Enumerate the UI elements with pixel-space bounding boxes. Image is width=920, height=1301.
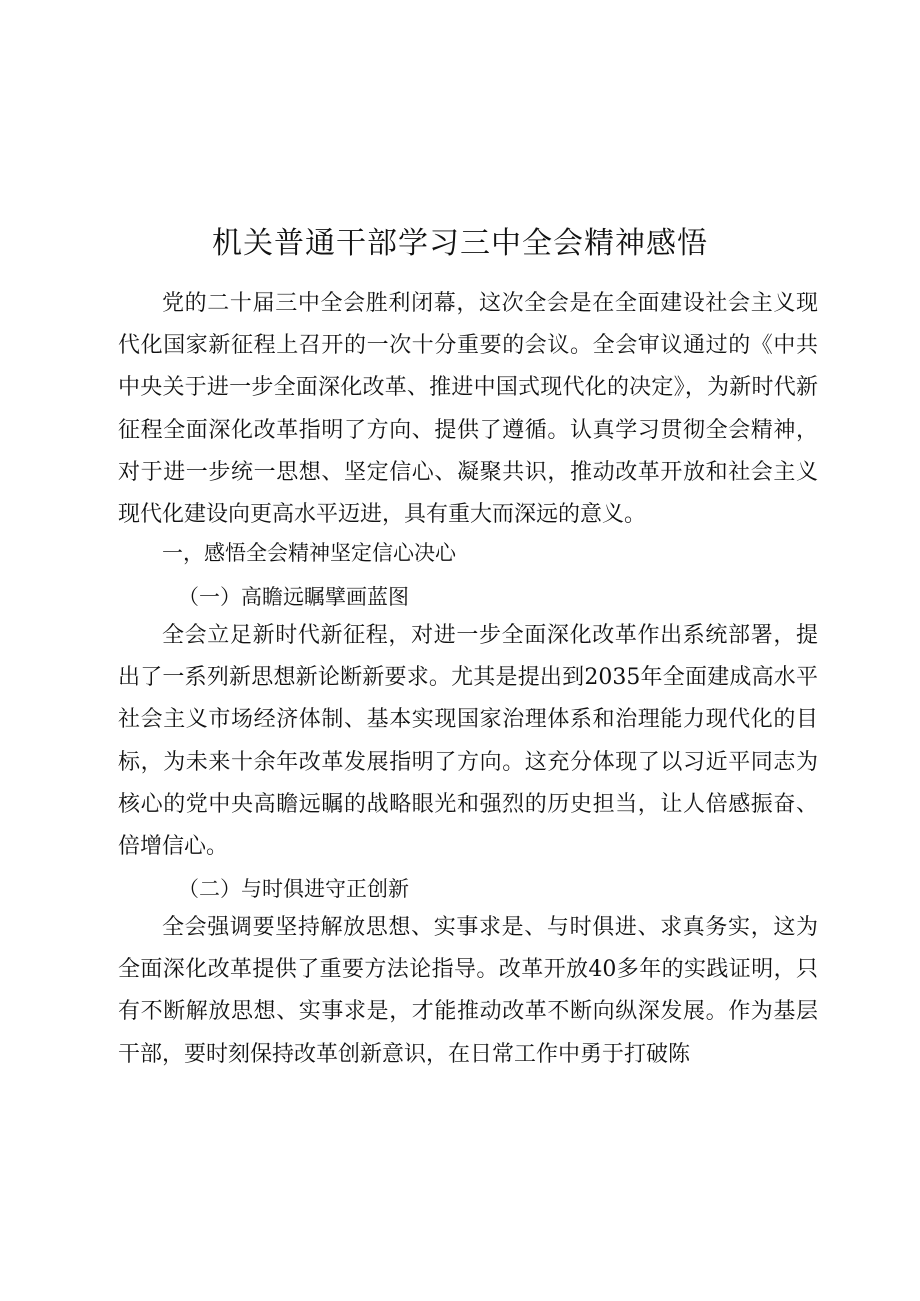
- document-title: 机关普通干部学习三中全会精神感悟: [212, 226, 708, 261]
- subsection-1-paragraph: 全会立足新时代新征程，对进一步全面深化改革作出系统部署，提出了一系列新思想新论断新要求。尤其是提出到2035年全面建成高水平社会主义市场经济体制、基本实现国家治理体系和治理能力现代化的目标，为未来十余年改革发展指明了方向。这充分体现了以习近平同志为核心的党中央高瞻远瞩的战略眼光和强烈的历史担当，让人倍感振奋、倍增信心。: [118, 623, 818, 860]
- intro-paragraph: 党的二十届三中全会胜利闭幕，这次全会是在全面建设社会主义现代化国家新征程上召开的一次十分重要的会议。全会审议通过的《中共中央关于进一步全面深化改革、推进中国式现代化的决定》，为新时代新征程全面深化改革指明了方向、提供了遵循。认真学习贯彻全会精神，对于进一步统一思想、坚定信心、凝聚共识，推动改革开放和社会主义现代化建设向更高水平迈进，具有重大而深远的意义。: [118, 291, 818, 528]
- subsection-1-paragraph-block: [118, 615, 818, 868]
- subsection-heading-1: （一）高瞻远瞩擘画蓝图: [178, 585, 409, 609]
- subsection-2-paragraph: 全会强调要坚持解放思想、实事求是、与时俱进、求真务实，这为全面深化改革提供了重要方法论指导。改革开放40多年的实践证明，只有不断解放思想、实事求是，才能推动改革不断向纵深发展。作为基层干部，要时刻保持改革创新意识，在日常工作中勇于打破陈: [118, 915, 818, 1067]
- section-heading-1: 一，感悟全会精神坚定信心决心: [162, 541, 456, 565]
- intro-paragraph-block: [118, 283, 818, 536]
- subsection-2-paragraph-block: [118, 907, 818, 1097]
- subsection-heading-2: （二）与时俱进守正创新: [178, 877, 409, 901]
